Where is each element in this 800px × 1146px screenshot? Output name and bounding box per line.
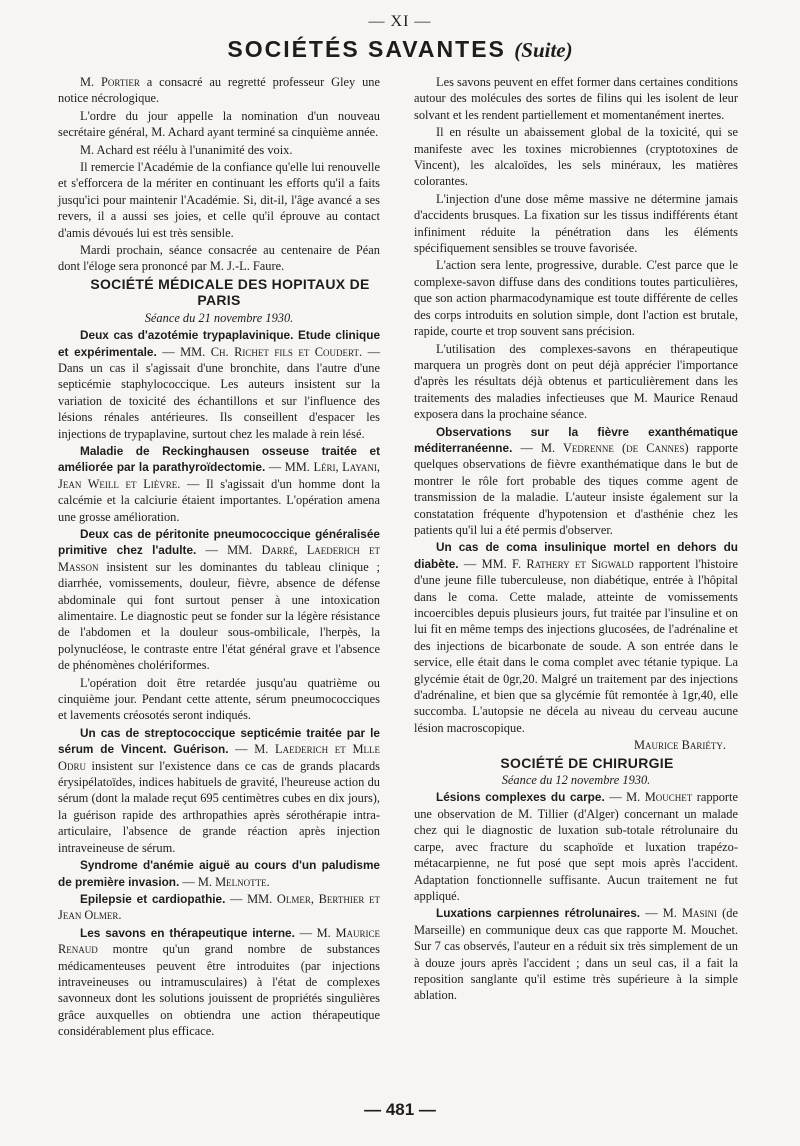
entry-title: Un cas de coma insulinique mortel en dehors du diabète.	[414, 540, 738, 571]
entry	[58, 891, 380, 924]
entry	[58, 857, 380, 890]
entry-title: Luxations carpiennes rétrolunaires.	[436, 906, 641, 921]
entry: Un cas de coma insulinique mortel en dehors du diabète. — MM. F. Rathery et Sigwald rapportent l'histoire d'une jeune fille tuberculeuse, non diabétique, entrée à l'hôpital dans le coma. Cette malade, atteinte de vomissements incoercibles depuis plusieurs jours, fut traitée par l'insuline et on lui fit en même temps des injections glucosées, de l'adrénaline et des injections de bicarbonate de soude. A son entrée dans le service, elle était dans le coma complet avec tétanie typique. La glycémie était de 0gr,20. Malgré un traitement par des injections d'adrénaline, et bien que sa glycémie fût remontée à 1gr,40, elle succomba. L'autopsie ne décela au niveau du cerveau aucune lésion macroscopique.	[414, 540, 738, 735]
paragraph: L'action sera lente, progressive, durable. C'est parce que le complexe-savon diffuse dans des conditions toutes particulières, que son action pharmacodynamique est toute différente de celles des corps introduits en solution simple, dont l'action est brutale, rapide, courte et trop souvent sans précision.	[414, 258, 738, 339]
page-number: — 481 —	[364, 1100, 436, 1119]
paragraph: Les savons peuvent en effet former dans certaines conditions autour des molécules des sortes de filins qui les isolent de leur solvant et les rendent partiellement et momentanément inertes.	[414, 75, 738, 122]
entry: Deux cas de péritonite pneumococcique généralisée primitive chez l'adulte. — MM. Darré, Laederich et Masson insistent sur les dominantes du tableau clinique ; diarrhée, vomissements, douleur, fièvre, absence de défense abdominale qui font surtout penser à une intoxication alimentaire. Le diagnostic peut se fonder sur la légère résistance de l'abdomen et la douleur sous-ombilicale, l'herpès, la polynucléose, le contraste entre l'état général grave et l'absence de phénomènes cholériformes.	[58, 526, 380, 673]
running-head	[0, 36, 800, 63]
entry-title: Syndrome d'anémie aiguë au cours d'un paludisme de première invasion.	[58, 858, 380, 889]
entry: Deux cas d'azotémie trypaplavinique. Etude clinique et expérimentale. — MM. Ch. Richet fils et Coudert. — Dans un cas il s'agissait d'une bronchite, dans l'autre d'une septicémie staphylococcique. Les auteurs insistent sur la variation de toxicité des échantillons et sur l'influence des lésions rénales antérieures. Ils conseillent d'espacer les injections de trypaplavine, surtout chez les malade à rein lésé.	[58, 328, 380, 441]
paragraph: Il en résulte un abaissement global de la toxicité, qui se manifeste avec les toxines microbiennes (cryptotoxines de Vincent), les alcaloïdes, les sels minéraux, les matières colorantes.	[414, 125, 738, 189]
entry-authors: — MM. F. Rathery et Sigwald	[458, 556, 634, 571]
entry-authors: — M. Masini	[640, 906, 718, 921]
paragraph: L'utilisation des complexes-savons en thérapeutique marquera un progrès dont on peut déjà apprécier l'importance d'après les résultats déjà obtenus et particulièrement dans les traitements des maladies infectieuses que M. Maurice Renaud exposera dans la prochaine séance.	[414, 341, 738, 422]
paragraph: Il remercie l'Académie de la confiance qu'elle lui renouvelle et s'efforcera de la mériter en continuant les efforts qu'il a faits jusqu'ici pour maintenir l'Académie. Si, dit-il, l'âge avancé a ses revers, il a aussi ses joies, et celle qu'il éprouve au contact d'amis dévoués lui est très sensible.	[58, 160, 380, 240]
left-column	[58, 74, 380, 1040]
entry: Les savons en thérapeutique interne. — M. Maurice Renaud montre qu'un grand nombre de substances médicamenteuses peuvent être introduites (par injections intraveineuses ou intramusculaires) à l'état de complexes savonneux dont les solutions jouissent de propriétés singulières grâce auxquelles on obtiendra une action thérapeutique considérablement plus efficace.	[58, 925, 380, 1039]
entry-title: Deux cas d'azotémie trypaplavinique. Etude clinique et expérimentale.	[58, 328, 380, 359]
entry-title: Deux cas de péritonite pneumococcique généralisée primitive chez l'adulte.	[58, 526, 380, 558]
paragraph: L'opération doit être retardée jusqu'au quatrième ou cinquième jour. Pendant cette attente, sérum pneumococciques et lavements créosotés seront indiqués.	[58, 675, 380, 723]
section-date: Séance du 12 novembre 1930.	[501, 773, 651, 788]
paragraph: M. Achard est réélu à l'unanimité des voix.	[80, 142, 293, 157]
entry-title: Observations sur la fièvre exanthématique méditerranéenne.	[414, 424, 738, 455]
entry-title: Epilepsie et cardiopathie.	[80, 891, 226, 906]
entry-title: Les savons en thérapeutique interne.	[80, 925, 295, 940]
entry-authors: — MM. Léri, Layani, Jean Weill et Lièvre.	[58, 460, 380, 491]
section-title: SOCIÉTÉ DE CHIRURGIE	[500, 754, 674, 771]
entry-title: Un cas de streptococcique septicémie traitée par le sérum de Vincent. Guérison.	[58, 725, 380, 757]
paragraph: L'injection d'une dose même massive ne détermine jamais d'accidents brusques. La fixation sur les tissus indifférents étant infiniment réduite la pénétration dans les éléments spécifiquement sensibles se trouve favorisée.	[414, 191, 738, 256]
entry-authors: — M. Melnotte.	[179, 874, 270, 889]
right-column	[414, 74, 738, 1004]
entry: Maladie de Reckinghausen osseuse traitée et améliorée par la parathyroïdectomie. — MM. Léri, Layani, Jean Weill et Lièvre. — Il s'agissait d'un homme dont la calcémie et la calciurie étaient importantes. L'opération amena une grosse amélioration.	[58, 443, 380, 524]
entry-title: Lésions complexes du carpe.	[436, 790, 605, 805]
entry-authors: — MM. Ch. Richet fils et Coudert.	[156, 344, 363, 359]
entry-authors: — MM. Darré, Laederich et Masson	[58, 543, 380, 574]
paragraph: Mardi prochain, séance consacrée au centenaire de Péan dont l'éloge sera prononcé par M. J.-L. Faure.	[58, 243, 380, 274]
roman-folio: — XI —	[368, 13, 432, 30]
paragraph: M. Portier a consacré au regretté professeur Gley une notice nécrologique.	[58, 75, 380, 106]
entry: Observations sur la fièvre exanthématique méditerranéenne. — M. Vedrenne (de Cannes) rapporte quelques observations de fièvre exanthématique dans le but de montrer le rôle fort probable des tiques comme agent de transmission de la maladie. L'auteur insiste également sur la constatation fréquente d'hypotension et d'asthénie chez les patients qu'il lui a été permis d'observer.	[414, 424, 738, 537]
entry-authors: — M. Vedrenne (de Cannes)	[512, 440, 689, 455]
entry-authors: — M. Mouchet	[604, 790, 693, 805]
entry-title: Maladie de Reckinghausen osseuse traitée et améliorée par la parathyroïdectomie.	[58, 443, 380, 475]
running-head-title: SOCIÉTÉS SAVANTES	[227, 36, 506, 62]
entry-authors: — M. Maurice Renaud	[58, 925, 380, 957]
running-head-suffix: (Suite)	[514, 38, 573, 62]
entry: Luxations carpiennes rétrolunaires. — M. Masini (de Marseille) en communique deux cas que rapporte M. Mouchet. Sur 7 cas observés, l'auteur en a réduit six très simplement de un à douze jours après l'accident ; dans un seul cas, il a fait la reposition sanglante qu'il estime très supérieure à la simple ablation.	[414, 906, 738, 1003]
paragraph: L'ordre du jour appelle la nomination d'un nouveau secrétaire général, M. Achard ayant terminé sa cinquième année.	[58, 108, 380, 140]
entry-authors: — M. Laederich et Mlle Odru	[58, 742, 380, 773]
entry: Un cas de streptococcique septicémie traitée par le sérum de Vincent. Guérison. — M. Laederich et Mlle Odru insistent sur l'existence dans ce cas de grands placards érysipélatoïdes, indices habituels de gravité, l'heureuse action du sérum (dont la malade reçut 695 centimètres cubes en dix jours), la guérison rapide des arthropathies après sérothérapie intra-articulaire, l'absence de grande réaction après injection intraveineuse de sérum.	[58, 725, 380, 855]
section-date: Séance du 21 novembre 1930.	[144, 310, 294, 325]
entry-authors: — MM. Olmer, Berthier et Jean Olmer.	[58, 891, 380, 923]
entry: Lésions complexes du carpe. — M. Mouchet rapporte une observation de M. Tillier (d'Alger) concernant un malade chez qui le diagnostic de luxation sub-totale rétrolunaire du carpe, avec fracture du scaphoïde et luxation trapézo-métacarpienne, ne fut posé que sept mois après l'accident. Adaptation fonctionnelle suffisante. Aucun traitement ne fut appliqué.	[414, 790, 738, 903]
signature: Maurice Bariéty.	[634, 738, 726, 753]
section-title: SOCIÉTÉ MÉDICALE DES HOPITAUX DE PARIS	[90, 275, 370, 309]
